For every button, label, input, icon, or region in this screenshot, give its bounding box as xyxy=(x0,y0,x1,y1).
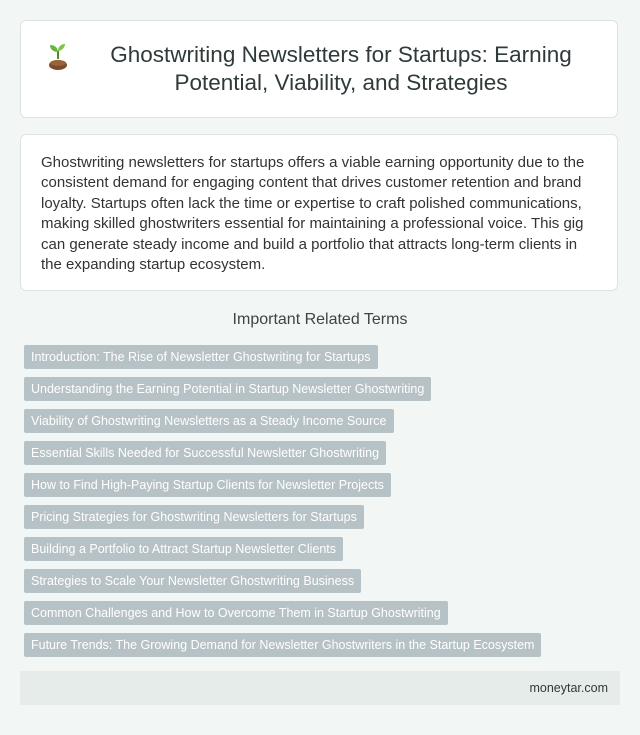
footer xyxy=(20,671,620,705)
related-term-link[interactable]: Viability of Ghostwriting Newsletters as a Steady Income Source xyxy=(24,409,394,433)
related-term-link[interactable]: How to Find High-Paying Startup Clients for Newsletter Projects xyxy=(24,473,391,497)
related-term-link[interactable]: Strategies to Scale Your Newsletter Ghostwriting Business xyxy=(24,569,361,593)
related-term-link[interactable]: Essential Skills Needed for Successful Newsletter Ghostwriting xyxy=(24,441,386,465)
title-row xyxy=(27,41,611,97)
summary-text: Ghostwriting newsletters for startups offers a viable earning opportunity due to the consistent demand for engaging content that drives customer retention and brand loyalty. Startups often lack the time or expertise to craft polished communications, making skilled ghostwriters essential for maintaining a professional voice. This gig can generate steady income and build a portfolio that attracts long-term clients in the expanding startup ecosystem. xyxy=(41,154,585,274)
seedling-icon xyxy=(47,43,69,71)
title-card xyxy=(20,20,618,118)
related-terms-heading: Important Related Terms xyxy=(232,311,408,328)
related-term-link[interactable]: Building a Portfolio to Attract Startup Newsletter Clients xyxy=(24,537,343,561)
page-title: Ghostwriting Newsletters for Startups: Earning Potential, Viability, and Strategies xyxy=(110,42,572,95)
related-term-link[interactable]: Pricing Strategies for Ghostwriting Newsletters for Startups xyxy=(24,505,364,529)
footer-site-link[interactable]: moneytar.com xyxy=(529,681,608,695)
related-term-link[interactable]: Future Trends: The Growing Demand for Newsletter Ghostwriters in the Startup Ecosystem xyxy=(24,633,541,657)
related-term-link[interactable]: Understanding the Earning Potential in Startup Newsletter Ghostwriting xyxy=(24,377,431,401)
related-term-link[interactable]: Introduction: The Rise of Newsletter Ghostwriting for Startups xyxy=(24,345,378,369)
summary-card xyxy=(20,134,618,291)
related-terms-list xyxy=(24,345,541,665)
related-term-link[interactable]: Common Challenges and How to Overcome Them in Startup Ghostwriting xyxy=(24,601,448,625)
